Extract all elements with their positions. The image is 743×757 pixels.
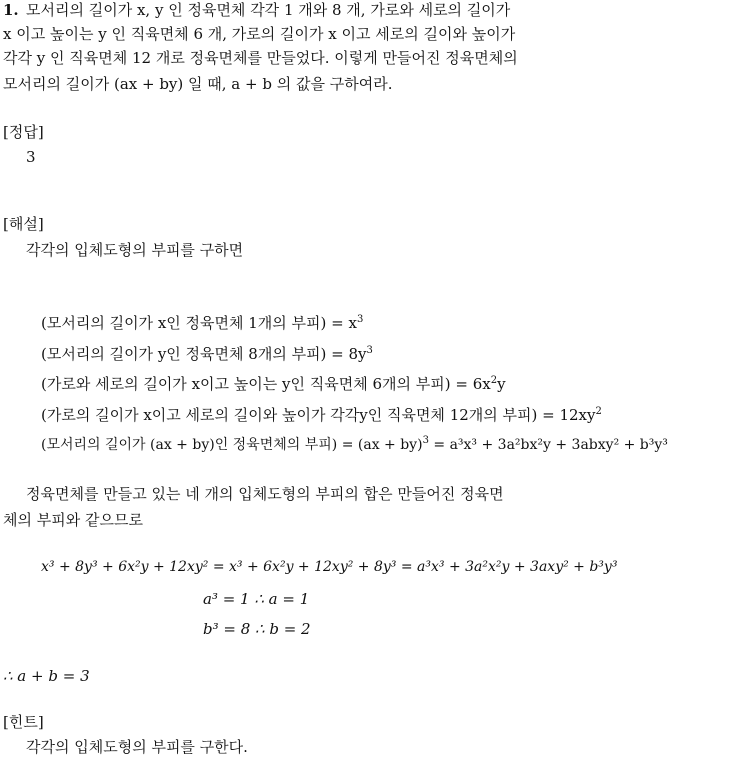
equation-a: a³ = 1 ∴ a = 1 [203,590,310,608]
answer-value: 3 [26,148,36,166]
hint-header: [힌트] [3,713,44,731]
conclusion: ∴ a + b = 3 [3,667,90,685]
problem-number: 1. [3,1,19,19]
volume-line-3: (가로와 세로의 길이가 x이고 높이는 y인 직육면체 6개의 부피) = $6x^2y$ [41,375,506,393]
solution-paragraph-line-2: 체의 부피와 같으므로 [3,511,143,529]
problem-line-2: x 이고 높이는 y 인 직육면체 6 개, 가로의 길이가 x 이고 세로의 길이와 높이가 [3,25,516,43]
solution-header: [해설] [3,215,44,233]
problem-line-4: 모서리의 길이가 (ax + by) 일 때, a + b 의 값을 구하여라. [3,75,393,93]
volume-line-2: (모서리의 길이가 y인 정육면체 8개의 부피) = $8y^3$ [41,345,373,363]
equation-b: b³ = 8 ∴ b = 2 [203,620,311,638]
problem-line-1: 모서리의 길이가 x, y 인 정육면체 각각 1 개와 8 개, 가로와 세로의 길이가 [26,1,511,19]
volume-line-5: (모서리의 길이가 (ax + by)인 정육면체의 부피) = (ax + by)$^3$ = a³x³ + 3a²bx²y + 3abxy² + b³y³ [41,435,668,453]
answer-header: [정답] [3,123,44,141]
solution-paragraph-line-1: 정육면체를 만들고 있는 네 개의 입체도형의 부피의 합은 만들어진 정육면 [26,485,504,503]
volume-line-1: (모서리의 길이가 x인 정육면체 1개의 부피) = $x^3$ [41,314,364,332]
hint-text: 각각의 입체도형의 부피를 구한다. [26,738,248,756]
main-equation: x³ + 8y³ + 6x²y + 12xy² = x³ + 6x²y + 12xy² + 8y³ = a³x³ + 3a²x²y + 3axy² + b³y³ [41,559,618,575]
solution-intro: 각각의 입체도형의 부피를 구하면 [26,241,244,259]
volume-line-4: (가로의 길이가 x이고 세로의 길이와 높이가 각각y인 직육면체 12개의 부피) = $12xy^2$ [41,406,602,424]
problem-line-3: 각각 y 인 직육면체 12 개로 정육면체를 만들었다. 이렇게 만들어진 정육면체의 [3,49,518,67]
